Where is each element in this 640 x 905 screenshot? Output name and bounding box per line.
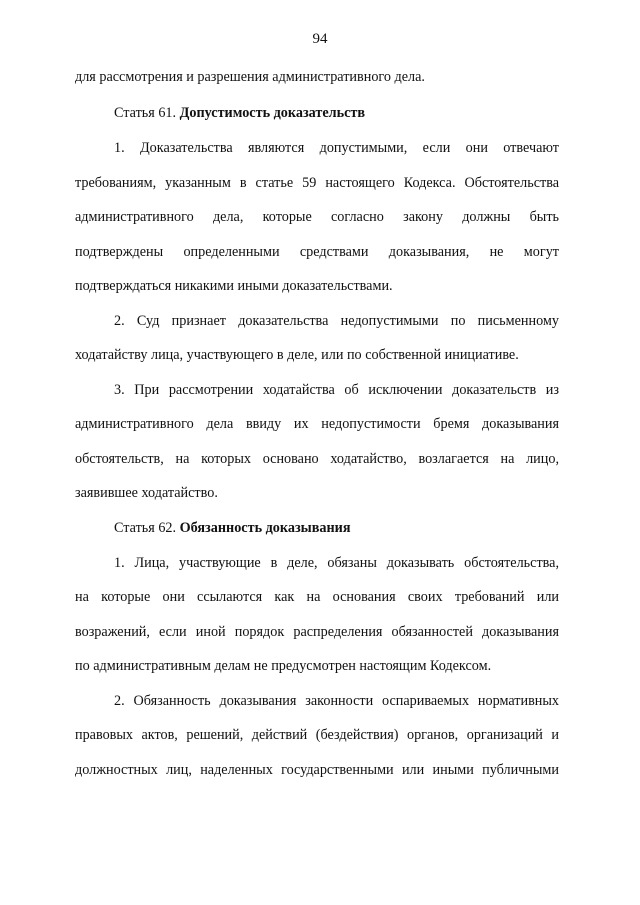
article-title: Обязанность доказывания: [179, 520, 351, 536]
paragraph-line: требованиям, указанным в статье 59 настоящего Кодекса. Обстоятельства: [75, 175, 559, 191]
text-line: для рассмотрения и разрешения административного дела.: [75, 69, 425, 85]
paragraph-line: подтверждаться никакими иными доказательствами.: [75, 278, 393, 294]
paragraph-line: подтверждены определенными средствами доказывания, не могут: [75, 244, 559, 260]
paragraph-line: правовых актов, решений, действий (бездействия) органов, организаций и: [75, 727, 559, 743]
page-number: 94: [312, 31, 328, 47]
paragraph-line: 1. Доказательства являются допустимыми, если они отвечают: [114, 140, 559, 156]
article-title: Допустимость доказательств: [179, 105, 366, 121]
article-number: Статья 61.: [114, 105, 177, 121]
paragraph-line: должностных лиц, наделенных государственными или иными публичными: [75, 762, 559, 778]
paragraph-line: 3. При рассмотрении ходатайства об исключении доказательств из: [114, 382, 559, 398]
paragraph-line: административного дела ввиду их недопустимости бремя доказывания: [75, 416, 559, 432]
paragraph-line: обстоятельств, на которых основано ходатайство, возлагается на лицо,: [75, 451, 559, 467]
paragraph-line: ходатайству лица, участвующего в деле, или по собственной инициативе.: [75, 347, 519, 363]
paragraph-line: по административным делам не предусмотрен настоящим Кодексом.: [75, 658, 492, 674]
article-number: Статья 62.: [114, 520, 177, 536]
paragraph-line: 2. Суд признает доказательства недопустимыми по письменному: [114, 313, 559, 329]
paragraph-line: административного дела, которые согласно закону должны быть: [75, 209, 559, 225]
paragraph-line: возражений, если иной порядок распределения обязанностей доказывания: [75, 624, 559, 640]
paragraph-line: 2. Обязанность доказывания законности оспариваемых нормативных: [114, 693, 559, 709]
paragraph-line: заявившее ходатайство.: [75, 485, 218, 501]
paragraph-line: 1. Лица, участвующие в деле, обязаны доказывать обстоятельства,: [114, 555, 559, 571]
paragraph-line: на которые они ссылаются как на основания своих требований или: [75, 589, 559, 605]
article-61-heading: [114, 104, 365, 122]
article-62-heading: [114, 519, 351, 537]
